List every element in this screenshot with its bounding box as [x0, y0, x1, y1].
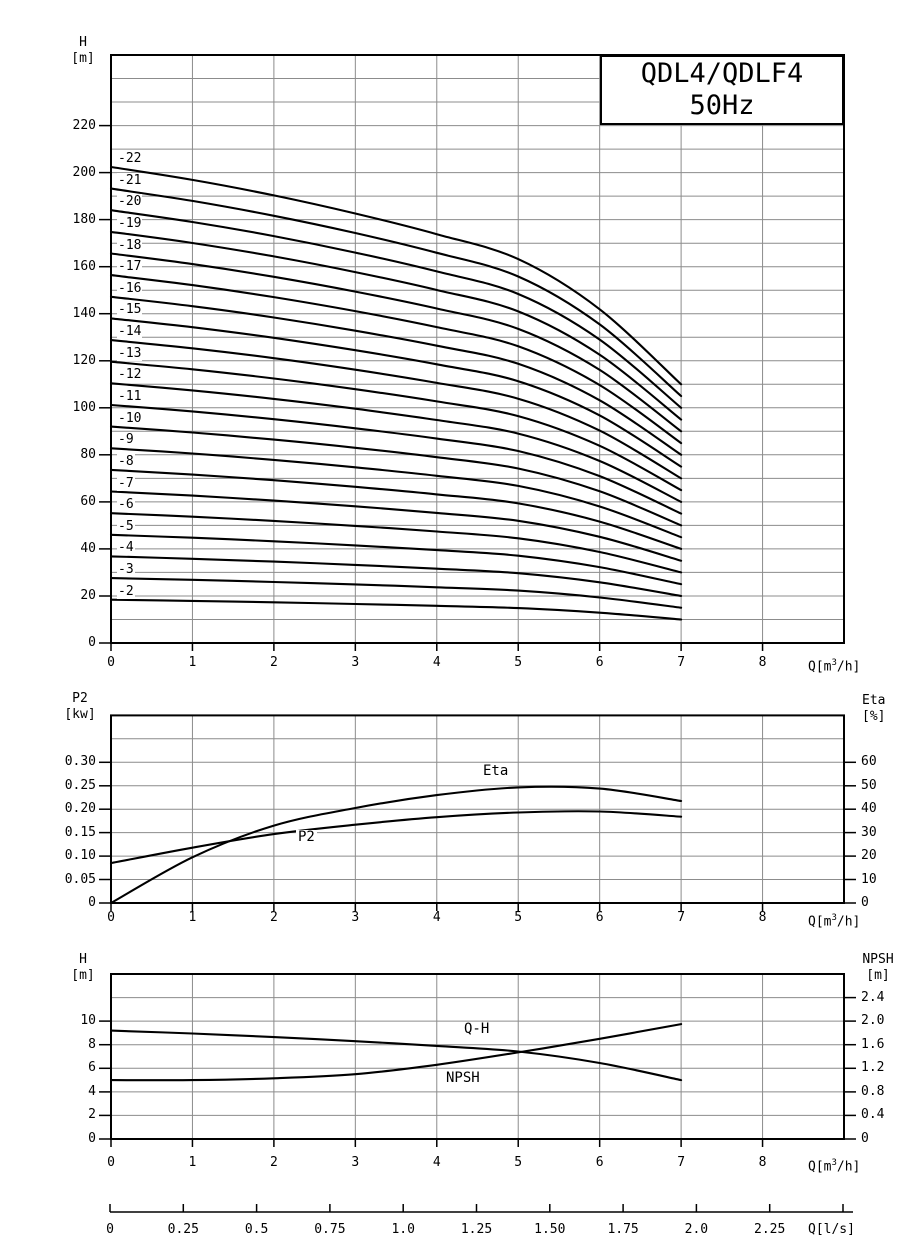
- mid-x-tick-label: 0: [107, 910, 115, 925]
- stage-label: -6: [118, 497, 134, 513]
- p2-y-tick-label: 0.20: [64, 801, 96, 817]
- eta-y-tick-label: 40: [861, 801, 877, 817]
- mid-curves: [111, 787, 681, 903]
- stage-label: -22: [118, 150, 142, 166]
- chart-title-box: [600, 55, 844, 125]
- head-ticks: [111, 643, 763, 651]
- mid-x-tick-label: 2: [269, 910, 278, 925]
- npsh-y-tick-label: 0.8: [861, 1083, 885, 1099]
- ls-tick-label: 1.50: [534, 1222, 566, 1237]
- npsh-y-tick-label: 0: [861, 1131, 869, 1146]
- ls-tick-label: 1.25: [460, 1222, 493, 1237]
- qh-y-tick-label: 0: [88, 1131, 96, 1146]
- p2-axis-title: P2 [kw]: [64, 691, 96, 722]
- ls-tick-label: 2.0: [684, 1222, 709, 1237]
- head-y-tick-label: 120: [72, 352, 96, 368]
- stage-label: -19: [118, 215, 142, 231]
- npsh-curve-label: NPSH: [446, 1070, 480, 1086]
- head-y-tick-label: 20: [80, 587, 96, 603]
- stage-label: -4: [118, 540, 134, 556]
- ls-tick-label: 0: [106, 1222, 114, 1237]
- ls-unit-label: Q[l/s]: [808, 1222, 855, 1237]
- eta-y-tick-label: 10: [861, 871, 877, 887]
- qh-y-tick-label: 4: [88, 1083, 96, 1099]
- head-y-tick-label: 180: [72, 211, 96, 227]
- head-curve--6: [111, 513, 681, 572]
- npsh-y-tick-label: 1.2: [861, 1060, 885, 1076]
- bot-x-tick-label: 2: [269, 1155, 278, 1170]
- mid-x-tick-label: 8: [758, 910, 767, 925]
- head-curve--10: [111, 427, 681, 526]
- stage-label: -5: [118, 518, 134, 534]
- ls-tick-label: 0.5: [244, 1222, 269, 1237]
- p2-curve-label: P2: [298, 829, 315, 845]
- bot-x-tick-label: 8: [758, 1155, 767, 1170]
- head-x-tick-label: 5: [514, 655, 523, 670]
- head-y-tick-label: 60: [80, 493, 96, 509]
- qh-y-tick-label: 6: [88, 1060, 96, 1076]
- p2-y-tick-label: 0.10: [64, 848, 96, 864]
- head-y-tick-label: 100: [72, 399, 96, 415]
- stage-label: -21: [118, 172, 142, 188]
- stage-label: -16: [118, 280, 142, 296]
- bot-x-tick-label: 6: [595, 1155, 604, 1170]
- head-curve--2: [111, 600, 681, 620]
- npsh-curve: [111, 1021, 681, 1080]
- stage-label: -14: [118, 324, 142, 340]
- head-y-tick-label: 220: [72, 117, 96, 133]
- mid-grid: [111, 715, 844, 903]
- bot-x-tick-label: 5: [514, 1155, 523, 1170]
- head-y-tick-label: 140: [72, 305, 96, 321]
- chart-title: QDL4/QDLF4: [640, 58, 804, 89]
- head-x-tick-label: 0: [107, 655, 115, 670]
- head-ytick-marks: [99, 126, 111, 643]
- qh-y-tick-label: 2: [88, 1107, 96, 1123]
- stage-label: -3: [118, 562, 134, 578]
- stage-label: -17: [118, 259, 142, 275]
- eta-y-tick-label: 20: [861, 848, 877, 864]
- bot-frame: [111, 974, 844, 1139]
- head-y-tick-label: 160: [72, 258, 96, 274]
- bot-x-tick-label: 0: [107, 1155, 115, 1170]
- eta-y-tick-label: 30: [861, 824, 877, 840]
- bot-x-tick-label: 4: [432, 1155, 441, 1170]
- head-curve--9: [111, 448, 681, 537]
- npsh-axis-title: NPSH [m]: [862, 952, 894, 983]
- head-curve--20: [111, 210, 681, 408]
- stage-label: -18: [118, 237, 142, 253]
- stage-label: -12: [118, 367, 142, 383]
- mid-x-tick-label: 1: [188, 910, 197, 925]
- qh-curve: [111, 1031, 681, 1081]
- head-curves: [111, 167, 681, 620]
- chart-frequency: 50Hz: [689, 90, 755, 121]
- bot-grid: [111, 974, 844, 1139]
- p2-y-tick-label: 0: [88, 895, 96, 910]
- bot-x-unit-label: $Q[m^3/h]$: [808, 1158, 861, 1175]
- head-y-axis-title: H [m]: [71, 35, 95, 66]
- mid-x-tick-label: 5: [514, 910, 523, 925]
- head-x-tick-label: 3: [351, 655, 360, 670]
- bot-x-tick-label: 3: [351, 1155, 360, 1170]
- bot-x-tick-label: 1: [188, 1155, 197, 1170]
- ls-tick-label: 0.25: [167, 1222, 199, 1237]
- npsh-y-tick-label: 0.4: [861, 1107, 885, 1123]
- head-x-tick-label: 7: [677, 655, 686, 670]
- stage-label: -15: [118, 302, 142, 318]
- p2-y-tick-label: 0.25: [64, 777, 96, 793]
- ls-tick-label: 1.0: [391, 1222, 415, 1237]
- npsh-y-tick-label: 1.6: [861, 1036, 885, 1052]
- head-curve--12: [111, 383, 681, 502]
- head-frame: [111, 55, 844, 643]
- npsh-y-tick-label: 2.0: [861, 1013, 885, 1029]
- mid-x-tick-label: 4: [432, 910, 441, 925]
- ls-tick-label: 0.75: [314, 1222, 346, 1237]
- head-grid: [111, 55, 844, 643]
- head-x-tick-label: 6: [595, 655, 604, 670]
- mid-x-tick-label: 6: [595, 910, 604, 925]
- ls-axis: [110, 1204, 853, 1212]
- eta-y-tick-label: 50: [861, 777, 877, 793]
- qh-y-tick-label: 10: [80, 1013, 96, 1029]
- mid-x-unit-label: $Q[m^3/h]$: [808, 913, 861, 930]
- eta-y-tick-label: 60: [861, 754, 877, 770]
- stage-label: -7: [118, 475, 134, 491]
- qh-curve-label: Q-H: [464, 1021, 490, 1037]
- eta-axis-title: Eta [%]: [862, 693, 886, 724]
- head-y-tick-label: 80: [80, 446, 96, 462]
- p2-y-tick-label: 0.30: [64, 754, 96, 770]
- stage-label: -11: [118, 388, 142, 404]
- ls-tick-label: 1.75: [607, 1222, 639, 1237]
- qh-y-axis-title: H [m]: [71, 952, 95, 983]
- mid-x-tick-label: 3: [351, 910, 360, 925]
- qh-y-tick-label: 8: [88, 1036, 96, 1052]
- stage-label: -2: [118, 583, 134, 599]
- mid-x-tick-label: 7: [677, 910, 686, 925]
- bot-curves: [111, 1021, 681, 1080]
- head-x-tick-label: 1: [188, 655, 197, 670]
- head-x-tick-label: 4: [432, 655, 441, 670]
- head-x-unit-label: $Q[m^3/h]$: [808, 658, 861, 675]
- bot-ticks: [111, 1139, 763, 1147]
- eta-y-tick-label: 0: [861, 895, 869, 910]
- stage-label: -10: [118, 410, 142, 426]
- stage-label: -20: [118, 194, 142, 210]
- head-y-tick-label: 40: [80, 540, 96, 556]
- eta-curve: [111, 787, 681, 903]
- stage-label: -9: [118, 432, 134, 448]
- head-x-tick-label: 8: [758, 655, 767, 670]
- p2-y-tick-label: 0.15: [64, 824, 96, 840]
- head-y-tick-label: 0: [88, 635, 96, 650]
- stage-label: -8: [118, 453, 134, 469]
- npsh-y-tick-label: 2.4: [861, 989, 885, 1005]
- p2-y-tick-label: 0.05: [64, 871, 96, 887]
- head-y-tick-label: 200: [72, 164, 96, 180]
- eta-curve-label: Eta: [483, 763, 509, 779]
- head-curve--4: [111, 556, 681, 596]
- stage-label: -13: [118, 345, 142, 361]
- head-x-tick-label: 2: [269, 655, 278, 670]
- bot-x-tick-label: 7: [677, 1155, 686, 1170]
- ls-tick-label: 2.25: [754, 1222, 786, 1237]
